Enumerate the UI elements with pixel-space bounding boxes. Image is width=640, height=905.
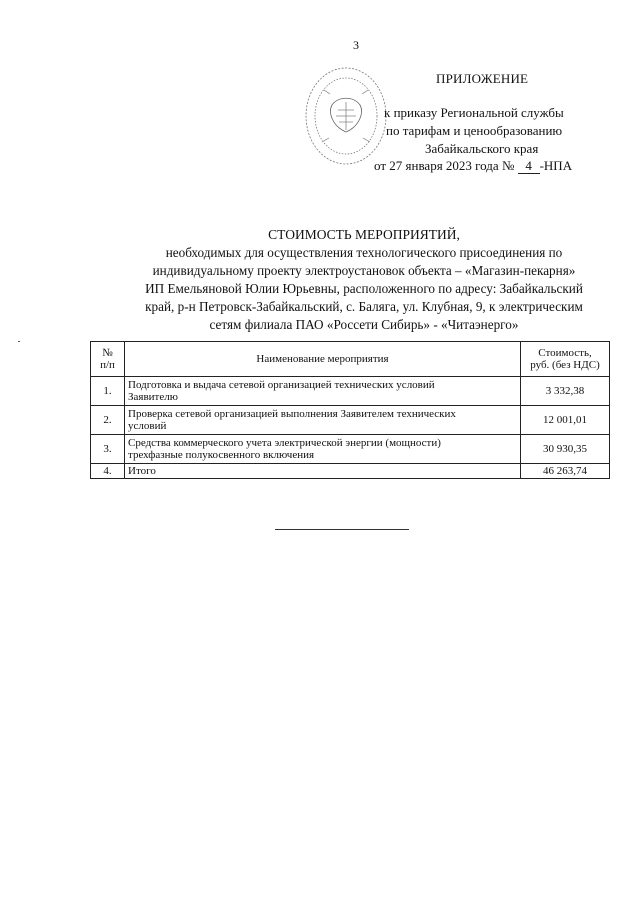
- header-cost: [521, 342, 610, 377]
- margin-mark: [18, 341, 20, 342]
- row-name-line2: Заявителю: [128, 391, 178, 403]
- heading-line: необходимых для осуществления технологического присоединения по: [165, 245, 563, 260]
- number-label: №: [501, 158, 515, 173]
- row-cost: 3 332,38: [521, 377, 610, 406]
- table-row: [91, 406, 610, 435]
- table-row: [91, 377, 610, 406]
- row-name-line2: трехфазные полукосвенного включения: [128, 449, 315, 461]
- appendix-title: ПРИЛОЖЕНИЕ: [436, 71, 529, 86]
- official-seal-stamp: [302, 60, 392, 170]
- heading-title: СТОИМОСТЬ МЕРОПРИЯТИЙ,: [268, 227, 460, 242]
- appendix-line-service: по тарифам и ценообразованию: [386, 123, 563, 138]
- row-name-line1: Средства коммерческого учета электрической энергии (мощности): [128, 436, 441, 449]
- order-date: 27 января 2023 года: [389, 158, 499, 173]
- closing-rule: [275, 529, 409, 530]
- total-label: Итого: [125, 464, 521, 479]
- appendix-line-date: [374, 157, 572, 175]
- document-heading: [104, 226, 624, 334]
- total-number: 4.: [91, 464, 125, 479]
- header-cost-line1: Стоимость,: [538, 346, 592, 359]
- row-cost: 30 930,35: [521, 435, 610, 464]
- row-name: [125, 377, 521, 406]
- row-name: [125, 435, 521, 464]
- table-row: [91, 435, 610, 464]
- row-name-line1: Подготовка и выдача сетевой организацией технических условий: [128, 378, 435, 391]
- header-number-line2: п/п: [100, 359, 115, 371]
- heading-line: индивидуальному проекту электроустановок объекта – «Магазин-пекарня»: [152, 263, 576, 278]
- row-number: 2.: [91, 406, 125, 435]
- appendix-line-order: к приказу Региональной службы: [384, 105, 564, 120]
- order-suffix: -НПА: [539, 158, 573, 173]
- row-name-line2: условий: [128, 420, 167, 432]
- total-cost: 46 263,74: [521, 464, 610, 479]
- order-number: 4: [518, 159, 540, 174]
- row-cost: 12 001,01: [521, 406, 610, 435]
- heading-line: ИП Емельяновой Юлии Юрьевны, расположенного по адресу: Забайкальский: [145, 281, 583, 296]
- heading-line: сетям филиала ПАО «Россети Сибирь» - «Читаэнерго»: [209, 317, 519, 332]
- appendix-line-region: Забайкальского края: [425, 141, 539, 156]
- date-prefix: от: [374, 158, 387, 173]
- header-number: [91, 342, 125, 377]
- header-cost-line2: руб. (без НДС): [530, 359, 600, 371]
- table-header-row: [91, 342, 610, 377]
- row-number: 3.: [91, 435, 125, 464]
- header-name: Наименование мероприятия: [125, 342, 521, 377]
- table-total-row: [91, 464, 610, 479]
- row-name: [125, 406, 521, 435]
- header-number-line1: №: [102, 346, 113, 359]
- cost-table: [90, 341, 610, 479]
- page-number: 3: [353, 38, 359, 52]
- row-name-line1: Проверка сетевой организацией выполнения Заявителем технических: [128, 407, 456, 420]
- heading-line: край, р-н Петровск-Забайкальский, с. Баляга, ул. Клубная, 9, к электрическим: [145, 299, 583, 314]
- row-number: 1.: [91, 377, 125, 406]
